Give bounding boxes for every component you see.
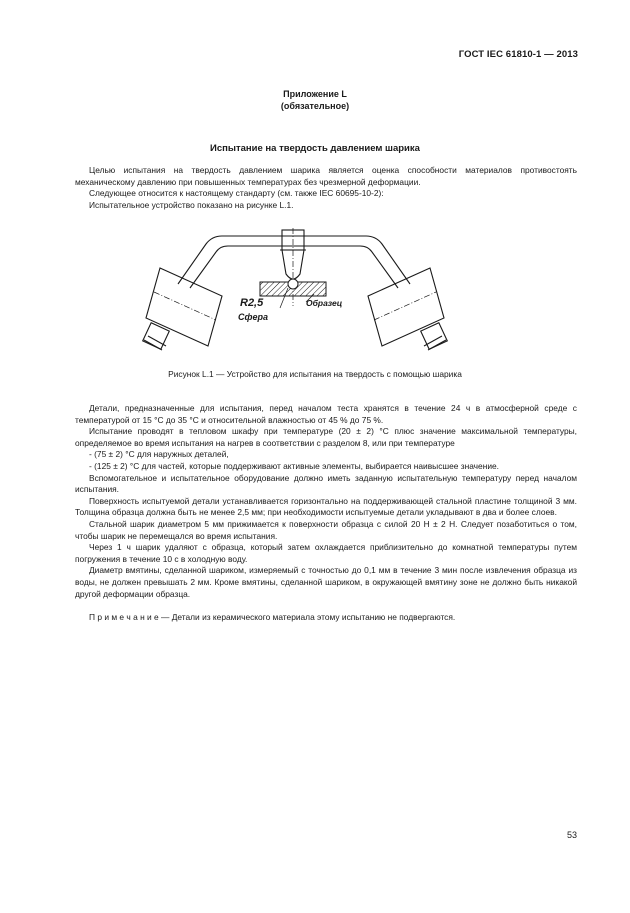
- figure-caption: Рисунок L.1 — Устройство для испытания на твердость с помощью шарика: [168, 369, 462, 379]
- annex-title: Приложение L: [283, 89, 347, 99]
- paragraph: Испытание проводят в тепловом шкафу при температуре (20 ± 2) °С плюс значение максимальной температуры, определяемое во время испытания на нагрев в соответствии с разделом 8, или при температуре: [75, 426, 577, 448]
- paragraph: Поверхность испытуемой детали устанавливается горизонтально на поддерживающей стальной пластине толщиной 3 мм. Толщина образца должна быть не менее 2,5 мм; при необходимости испытуемые детали укладывают в два и более слоев.: [75, 495, 577, 518]
- paragraph: Стальной шарик диаметром 5 мм прижимается к поверхности образца с силой 20 Н ± 2 Н. Следует позаботиться о том, чтобы шарик не перемещался во время испытания.: [75, 518, 577, 541]
- list-item: - (125 ± 2) °С для частей, которые поддерживают активные элементы, выбирается наивысшее значение.: [89, 460, 499, 471]
- radius-label: R2,5: [240, 297, 264, 309]
- section-title: Испытание на твердость давлением шарика: [210, 143, 420, 154]
- note: П р и м е ч а н и е — Детали из керамического материала этому испытанию не подвергаются.: [89, 611, 456, 622]
- paragraph: Детали, предназначенные для испытания, перед началом теста хранятся в течение 24 ч в атмосферной среде с температурой от 15 °С до 35 °С и относительной влажностью от 45 % до 75 %.: [75, 403, 577, 425]
- specimen-label: Образец: [306, 298, 343, 308]
- standard-designation: ГОСТ IEC 61810-1 — 2013: [458, 49, 578, 60]
- paragraph: Диаметр вмятины, сделанной шариком, измеряемый с точностью до 0,1 мм в течение 3 мин после извлечения образца из воды, не должен превышать 2 мм. Кроме вмятины, сделанной шариком, в окружающей вмятину зоне не должно быть никакой другой деформации образца.: [75, 565, 577, 599]
- ball-pressure-apparatus-figure: [130, 228, 460, 358]
- page-number: 53: [566, 830, 577, 840]
- sphere-label: Сфера: [238, 312, 268, 322]
- paragraph: Следующее относится к настоящему стандарту (см. также IEC 60695-10-2):: [89, 188, 384, 199]
- paragraph: Вспомогательное и испытательное оборудование должно иметь заданную испытательную температуру перед началом испытания.: [75, 472, 577, 495]
- annex-status: (обязательное): [280, 101, 350, 111]
- main-text: [75, 403, 577, 623]
- paragraph: Целью испытания на твердость давлением шарика является оценка способности материалов противостоять механическому давлению при повышенных температурах без чрезмерной деформации.: [75, 165, 577, 187]
- intro-text: [75, 165, 577, 211]
- list-item: - (75 ± 2) °С для наружных деталей,: [89, 449, 229, 460]
- paragraph: Испытательное устройство показано на рисунке L.1.: [89, 199, 294, 210]
- paragraph: Через 1 ч шарик удаляют с образца, который затем охлаждается приблизительно до комнатной температуры путем погружения в течение 10 с в холодную воду.: [75, 542, 577, 564]
